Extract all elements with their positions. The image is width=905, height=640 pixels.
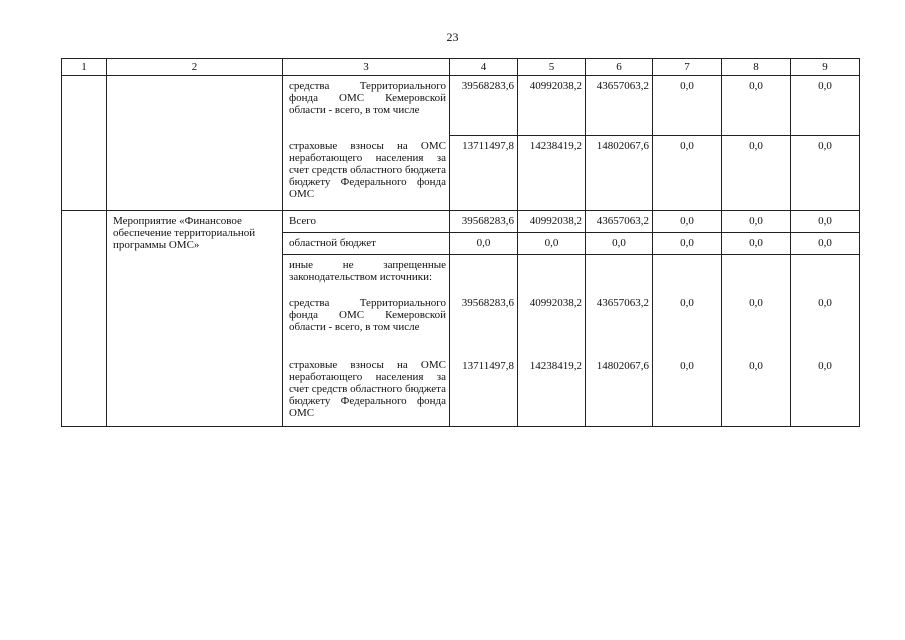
header-cell: 7 [653, 59, 722, 76]
row-description: средства Территориального фонда ОМС Кемеровской области - всего, в том числе [283, 76, 450, 136]
value-cell: 43657063,2 [586, 211, 653, 233]
value-cell: 0,0 [722, 211, 791, 233]
value-line: 43657063,2 [596, 297, 649, 309]
value-stack [653, 255, 721, 372]
header-cell: 3 [283, 59, 450, 76]
row-description: средства Территориального фонда ОМС Кемеровской области - всего, в том числе [283, 293, 450, 355]
table-row [62, 211, 860, 233]
value-cell: 0,0 [791, 211, 860, 233]
header-cell: 8 [722, 59, 791, 76]
value-cell: 0,0 [653, 233, 722, 255]
value-line: 0,0 [680, 360, 694, 372]
value-cell [653, 255, 722, 427]
table-row [62, 76, 860, 136]
header-cell: 2 [107, 59, 283, 76]
value-cell: 43657063,2 [586, 76, 653, 136]
row-description: областной бюджет [283, 233, 450, 255]
row-description: страховые взносы на ОМС неработающего населения за счет средств областного бюджета бюджету Федерального фонда ОМС [283, 355, 450, 427]
value-cell: 14238419,2 [518, 136, 586, 211]
value-cell: 0,0 [791, 76, 860, 136]
value-cell: 0,0 [653, 76, 722, 136]
value-cell: 0,0 [653, 211, 722, 233]
value-cell [791, 255, 860, 427]
page-number: 23 [446, 30, 459, 44]
budget-table [61, 58, 860, 427]
col1-cell [62, 76, 107, 211]
header-cell: 9 [791, 59, 860, 76]
header-cell: 5 [518, 59, 586, 76]
value-stack [586, 255, 652, 372]
header-cell: 4 [450, 59, 518, 76]
value-cell: 0,0 [450, 233, 518, 255]
col1-cell [62, 211, 107, 427]
value-cell: 40992038,2 [518, 211, 586, 233]
measure-name: Мероприятие «Финансовое обеспечение территориальной программы ОМС» [107, 211, 283, 427]
value-cell: 40992038,2 [518, 76, 586, 136]
value-line: 0,0 [749, 297, 763, 309]
value-line: 39568283,6 [461, 297, 514, 309]
value-line: 13711497,8 [462, 360, 514, 372]
value-cell: 39568283,6 [450, 211, 518, 233]
value-cell: 0,0 [653, 136, 722, 211]
value-line: 0,0 [749, 360, 763, 372]
value-stack [450, 255, 517, 372]
value-line: 40992038,2 [529, 297, 582, 309]
value-stack [518, 255, 585, 372]
header-cell: 1 [62, 59, 107, 76]
row-description: иные не запрещенные законодательством источники: [283, 255, 450, 293]
value-cell: 0,0 [722, 136, 791, 211]
header-cell: 6 [586, 59, 653, 76]
value-line: 0,0 [818, 360, 832, 372]
row-description: Всего [283, 211, 450, 233]
value-cell: 0,0 [722, 76, 791, 136]
value-stack [791, 255, 859, 372]
header-row [62, 59, 860, 76]
value-cell: 0,0 [791, 136, 860, 211]
value-cell [722, 255, 791, 427]
value-line: 14802067,6 [596, 360, 649, 372]
value-cell [518, 255, 586, 427]
value-cell: 0,0 [586, 233, 653, 255]
value-line: 14238419,2 [529, 360, 582, 372]
value-cell: 0,0 [791, 233, 860, 255]
col2-cell [107, 76, 283, 211]
value-line: 0,0 [818, 297, 832, 309]
row-description: страховые взносы на ОМС неработающего населения за счет средств областного бюджета бюджету Федерального фонда ОМС [283, 136, 450, 211]
value-cell [450, 255, 518, 427]
value-stack [722, 255, 790, 372]
value-line: 0,0 [680, 297, 694, 309]
value-cell: 0,0 [722, 233, 791, 255]
value-cell: 39568283,6 [450, 76, 518, 136]
value-cell: 14802067,6 [586, 136, 653, 211]
value-cell [586, 255, 653, 427]
value-cell: 13711497,8 [450, 136, 518, 211]
value-cell: 0,0 [518, 233, 586, 255]
